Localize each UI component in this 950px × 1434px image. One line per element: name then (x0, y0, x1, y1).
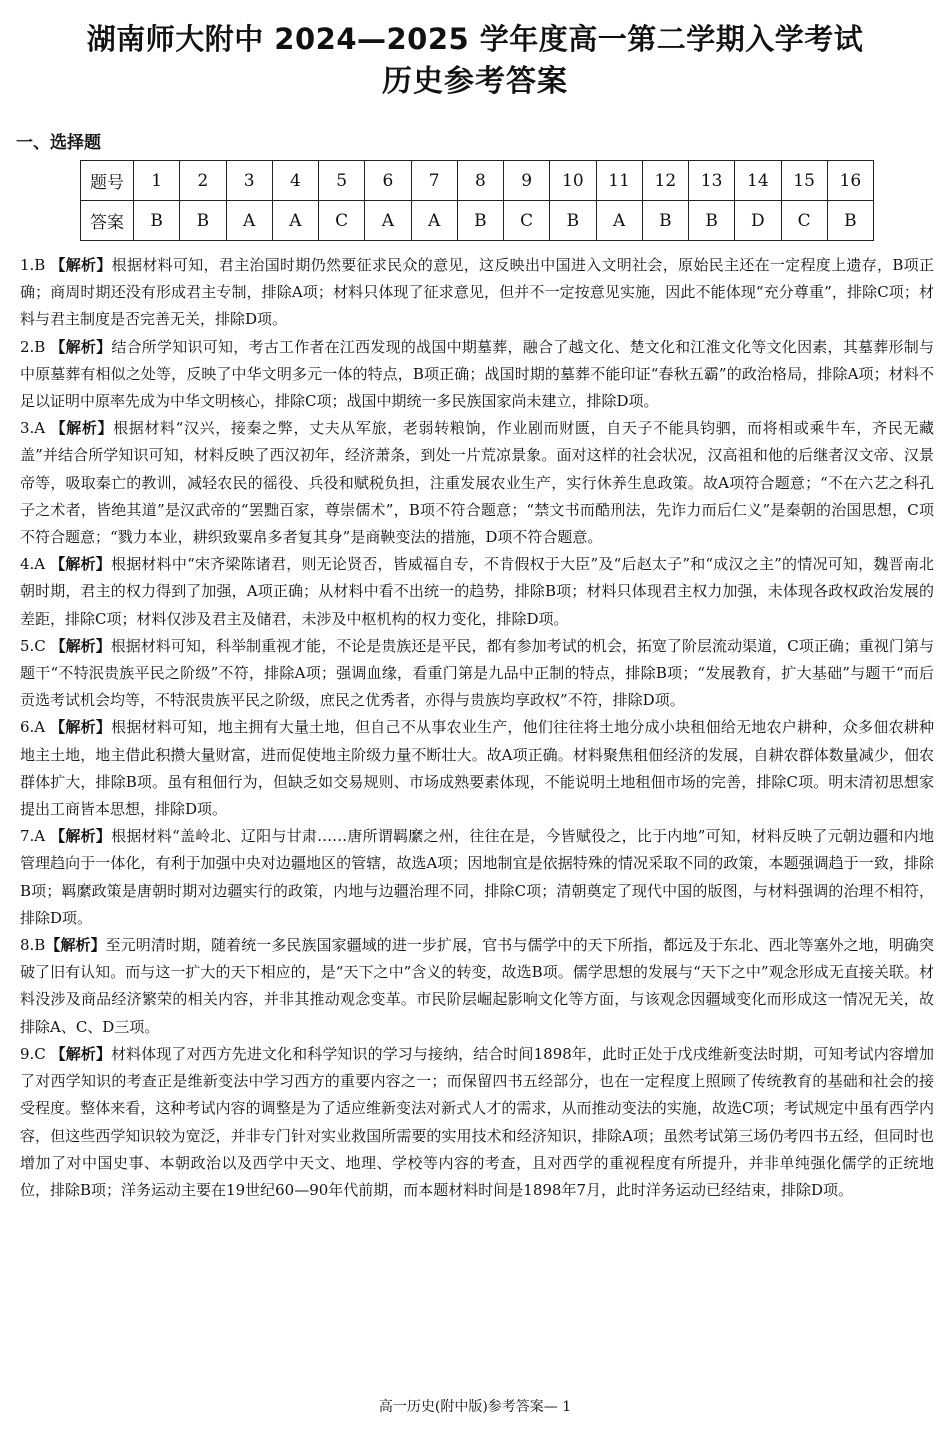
explanation-item (20, 551, 934, 633)
answer-cell: C (504, 201, 550, 241)
item-number: 7.A (20, 827, 46, 846)
answer-cell: B (550, 201, 596, 241)
explanation-text: 根据材料可知，地主拥有大量土地，但自己不从事农业生产，他们往往将土地分成小块租佃给无地农户耕种，众多佃农耕种地主土地，地主借此积攒大量财富，进而促使地主阶级力量不断壮大。故A项正确。材料聚焦租佃经济的发展，自耕农群体数量减少，佃农群体扩大，排除B项。虽有租佃行为，但缺乏如交易规则、市场成熟要素体现，不能说明土地租佃市场的完善，排除C项。明末清初思想家提出工商皆本思想，排除D项。 (20, 718, 934, 819)
question-number-cell: 5 (319, 161, 365, 201)
explanation-item (20, 932, 934, 1041)
explanation-item (20, 1041, 934, 1204)
answer-cell: A (596, 201, 642, 241)
answer-cell: B (642, 201, 688, 241)
analysis-tag: 【解析】 (50, 555, 111, 574)
answer-cell: D (735, 201, 781, 241)
explanation-text: 根据材料可知，科举制重视才能，不论是贵族还是平民，都有参加考试的机会，拓宽了阶层流动渠道，C项正确；重视门第与题干“不特泯贵族平民之阶级”不符，排除A项；强调血缘，看重门第是九品中正制的特点，排除B项；“发展教育，扩大基础”与题干“而后贡选考试机会均等，不特泯贵族平民之阶级，庶民之优秀者，亦得与贵族均享政权”不符，排除D项。 (20, 636, 934, 710)
analysis-tag: 【解析】 (50, 827, 112, 846)
explanation-item (20, 252, 934, 334)
question-number-cell: 8 (457, 161, 503, 201)
question-number-cell: 2 (180, 161, 226, 201)
answer-cell: A (411, 201, 457, 241)
explanation-text: 根据材料可知，君主治国时期仍然要征求民众的意见，这反映出中国进入文明社会，原始民主还在一定程度上遗存，B项正确；商周时期还没有形成君主专制，排除A项；材料只体现了征求意见，但并不一定按意见实施，因此不能体现“充分尊重”，排除C项；材料与君主制度是否完善无关，排除D项。 (20, 256, 934, 329)
analysis-tag: 【解析】 (50, 337, 112, 356)
answer-cell: B (134, 201, 180, 241)
question-number-cell: 9 (504, 161, 550, 201)
question-number-row (81, 161, 874, 201)
question-number-cell: 6 (365, 161, 411, 201)
answer-table (80, 160, 874, 241)
question-number-cell: 3 (226, 161, 272, 201)
explanation-text: 结合所学知识可知，考古工作者在江西发现的战国中期墓葬，融合了越文化、楚文化和江淮文化等文化因素，其墓葬形制与中原墓葬有相似之处等，反映了中华文明多元一体的特点，B项正确；战国时期的墓葬不能印证“春秋五霸”的政治格局，排除A项；材料不足以证明中原率先成为中华文明核心，排除C项；战国中期统一多民族国家尚未建立，排除D项。 (20, 337, 934, 411)
section-heading: 一、选择题 (16, 133, 101, 153)
item-number: 4.A (20, 555, 46, 574)
question-number-cell: 11 (596, 161, 642, 201)
answer-cell: B (827, 201, 873, 241)
explanation-item (20, 823, 934, 932)
question-number-cell: 13 (689, 161, 735, 201)
explanation-text: 根据材料中“宋齐梁陈诸君，则无论贤否，皆威福自专，不肯假权于大臣”及“后赵太子”和“成汉之主”的情况可知，魏晋南北朝时期，君主的权力得到了加强，A项正确；从材料中看不出统一的趋势，排除B项；材料只体现君主权力加强，未体现各政权政治发展的差距，排除C项；材料仅涉及君主及储君，未涉及中枢机构的权力变化，排除D项。 (20, 555, 934, 628)
question-number-cell: 7 (411, 161, 457, 201)
analysis-tag: 【解析】 (50, 419, 114, 438)
explanation-text: 材料体现了对西方先进文化和科学知识的学习与接纳，结合时间1898年，此时正处于戊戌维新变法时期，可知考试内容增加了对西学知识的考查正是维新变法中学习西方的重要内容之一；而保留四书五经部分，也在一定程度上照顾了传统教育的基础和社会的接受程度。整体来看，这种考试内容的调整是为了适应维新变法对新式人才的需求，从而推动变法的实施，故选C项；考试规定中虽有西学内容，但这些西学知识较为宽泛，并非专门针对实业救国所需要的实用技术和经济知识，排除A项；虽然考试第三场仍考四书五经，但同时也增加了对中国史事、本朝政治以及西学中天文、地理、学校等内容的考查，且对西学的重视程度有所提升，并非单纯强化儒学的正统地位，排除B项；洋务运动主要在19世纪60—90年代前期，而本题材料时间是1898年7月，此时洋务运动已经结束，排除D项。 (20, 1044, 934, 1199)
explanation-text: 至元明清时期，随着统一多民族国家疆域的进一步扩展，官书与儒学中的天下所指，都远及于东北、西北等塞外之地，明确突破了旧有认知。而与这一扩大的天下相应的，是“天下之中”含义的转变，故选B项。儒学思想的发展与“天下之中”观念形成无直接关联。材料没涉及商品经济繁荣的相关内容，并非其推动观念变革。市民阶层崛起影响文化等方面，与该观念因疆域变化而形成这一情况无关，故排除A、C、D三项。 (20, 936, 934, 1036)
explanation-item (20, 334, 934, 416)
answer-cell: B (180, 201, 226, 241)
answer-cell: B (689, 201, 735, 241)
explanation-text: 根据材料“汉兴，接秦之弊，丈夫从军旅，老弱转粮饷，作业剧而财匮，自天子不能具钧驷，而将相或乘牛车，齐民无藏盖”并结合所学知识可知，材料反映了西汉初年，经济萧条，到处一片荒凉景象。面对这样的社会状况，汉高祖和他的后继者汉文帝、汉景帝等，吸取秦亡的教训，减轻农民的徭役、兵役和赋税负担，注重发展农业生产，实行休养生息政策。故A项符合题意；“不在六艺之科孔子之术者，皆绝其道”是汉武帝的“罢黜百家，尊崇儒术”，B项不符合题意；“禁文书而酷刑法，先诈力而后仁义”是秦朝的治国思想，C项不符合题意；“戮力本业，耕织致粟帛多者复其身”是商鞅变法的措施，D项不符合题意。 (20, 419, 934, 547)
explanation-list (20, 252, 934, 1204)
item-number: 5.C (20, 636, 46, 655)
question-number-cell: 10 (550, 161, 596, 201)
item-number: 9.C (20, 1044, 46, 1063)
analysis-tag: 【解析】 (50, 256, 112, 274)
answer-cell: A (272, 201, 318, 241)
item-number: 6.A (20, 718, 46, 737)
explanation-item (20, 714, 934, 823)
answer-cell: B (457, 201, 503, 241)
answer-cell: A (365, 201, 411, 241)
question-number-cell: 1 (134, 161, 180, 201)
question-number-cell: 16 (827, 161, 873, 201)
answer-row (81, 201, 874, 241)
item-number: 2.B (20, 337, 46, 356)
analysis-tag: 【解析】 (50, 718, 112, 737)
item-number: 8.B (20, 936, 46, 955)
answer-cell: C (319, 201, 365, 241)
question-number-cell: 12 (642, 161, 688, 201)
explanation-item (20, 633, 934, 715)
explanation-item (20, 415, 934, 551)
page-footer: 高一历史(附中版)参考答案— 1 (378, 1399, 572, 1415)
analysis-tag: 【解析】 (50, 1044, 112, 1063)
document-subtitle: 历史参考答案 (382, 64, 568, 99)
question-number-cell: 4 (272, 161, 318, 201)
answer-cell: C (781, 201, 827, 241)
explanation-text: 根据材料“盖岭北、辽阳与甘肃……唐所谓羁縻之州，往往在是，今皆赋役之，比于内地”可知，材料反映了元朝边疆和内地管理趋向于一体化，有利于加强中央对边疆地区的管辖，故选A项；因地制宜是依据特殊的情况采取不同的政策，本题强调趋于一致，排除B项；羁縻政策是唐朝时期对边疆实行的政策，内地与边疆治理不同，排除C项；清朝奠定了现代中国的版图，与材料强调的治理不相符，排除D项。 (20, 827, 934, 927)
item-number: 1.B (20, 256, 46, 274)
answer-cell: A (226, 201, 272, 241)
row-label-answer: 答案 (81, 201, 134, 241)
analysis-tag: 【解析】 (50, 636, 111, 655)
item-number: 3.A (20, 419, 46, 438)
analysis-tag: 【解析】 (45, 936, 106, 955)
question-number-cell: 14 (735, 161, 781, 201)
row-label-question-number: 题号 (81, 161, 134, 201)
question-number-cell: 15 (781, 161, 827, 201)
exam-title: 湖南师大附中 2024—2025 学年度高一第二学期入学考试 (86, 22, 864, 56)
